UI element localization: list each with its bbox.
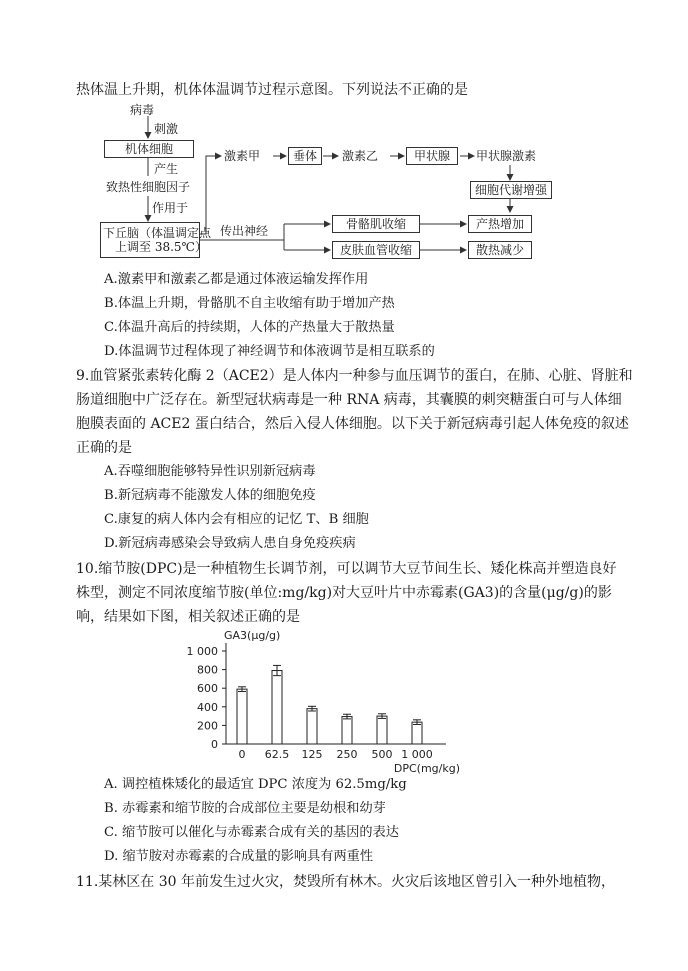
efferent-nerve-label: 传出神经 — [220, 224, 269, 238]
pyrogen-label: 致热性细胞因子 — [106, 180, 191, 194]
q9-stem-line-3: 胞膜表面的 ACE2 蛋白结合，然后入侵人体细胞。以下关于新冠病毒引起人体免疫的叙述 — [76, 416, 629, 432]
q10-option-c: C. 缩节胺可以催化与赤霉素合成有关的基因的表达 — [104, 825, 399, 840]
q10-option-b: B. 赤霉素和缩节胺的合成部位主要是幼根和幼芽 — [104, 801, 386, 816]
q9-option-a: A.吞噬细胞能够特异性识别新冠病毒 — [104, 464, 316, 479]
q11-stem: 11.某林区在 30 年前发生过火灾，焚毁所有林木。火灾后该地区曾引入一种外地植物， — [76, 874, 615, 890]
hypothalamus-line1: 下丘脑（体温调定点 — [103, 226, 212, 240]
x-tick-label: 500 — [371, 748, 393, 761]
y-tick-label: 1 000 — [186, 645, 218, 658]
y-tick-label: 200 — [197, 719, 218, 733]
body-cell-box: 机体细胞 — [104, 140, 194, 158]
bar-250 — [342, 717, 352, 744]
y-tick-label: 400 — [197, 700, 218, 714]
q10-option-d: D. 缩节胺对赤霉素的合成量的影响具有两重性 — [104, 849, 374, 864]
q8-stem: 热体温上升期，机体体温调节过程示意图。下列说法不正确的是 — [76, 82, 468, 98]
heat-production-box: 产热增加 — [468, 215, 532, 233]
x-axis-label: DPC(mg/kg) — [393, 762, 460, 775]
thyroid-hormone-label: 甲状腺激素 — [476, 149, 537, 163]
skeletal-muscle-box: 骨骼肌收缩 — [332, 215, 420, 233]
hormone-b-label: 激素乙 — [342, 149, 379, 163]
q10-stem-line-1: 10.缩节胺(DPC)是一种植物生长调节剂，可以调节大豆节间生长、矮化株高并塑造良好 — [76, 561, 617, 577]
x-tick-label: 62.5 — [264, 748, 290, 761]
bar-62.5 — [272, 671, 282, 744]
q8-option-c: C.体温升高后的持续期，人体的产热量大于散热量 — [104, 320, 395, 335]
q9-option-d: D.新冠病毒感染会导致病人患自身免疫疾病 — [104, 536, 356, 551]
pituitary-box: 垂体 — [288, 147, 322, 165]
q8-option-b: B.体温上升期，骨骼肌不自主收缩有助于增加产热 — [104, 296, 395, 311]
x-tick-label: 250 — [336, 748, 358, 761]
y-tick-label: 600 — [197, 682, 218, 696]
q9-stem-line-1: 9.血管紧张素转化酶 2（ACE2）是人体内一种参与血压调节的蛋白，在肺、心脏、肾脏和 — [76, 368, 633, 384]
q10-stem-line-2: 株型，测定不同浓度缩节胺(单位:mg/kg)对大豆叶片中赤霉素(GA3)的含量(μg/g)的影 — [76, 585, 612, 601]
hypothalamus-box — [100, 222, 212, 258]
x-tick-label: 125 — [301, 748, 323, 761]
q9-option-b: B.新冠病毒不能激发人体的细胞免疫 — [104, 488, 316, 503]
y-tick-label: 800 — [197, 663, 218, 677]
thyroid-box: 甲状腺 — [406, 147, 458, 165]
q9-stem-line-2: 肠道细胞中广泛存在。新型冠状病毒是一种 RNA 病毒，其囊膜的刺突糖蛋白可与人体细 — [76, 392, 622, 408]
q8-option-a: A.激素甲和激素乙都是通过体液运输发挥作用 — [104, 272, 369, 287]
q9-option-c: C.康复的病人体内会有相应的记忆 T、B 细胞 — [104, 512, 369, 527]
produce-label: 产生 — [154, 162, 179, 176]
q9-stem-line-4: 正确的是 — [76, 440, 132, 456]
y-axis-label: GA3(μg/g) — [224, 629, 281, 642]
thermoregulation-diagram — [0, 0, 688, 280]
q8-option-d: D.体温调节过程体现了神经调节和体液调节是相互联系的 — [104, 344, 435, 359]
hypothalamus-line2: 上调至 38.5℃） — [115, 240, 207, 254]
q10-option-a: A. 调控植株矮化的最适宜 DPC 浓度为 62.5mg/kg — [104, 777, 407, 792]
metabolism-box: 细胞代谢增强 — [470, 181, 552, 199]
y-tick-label: 0 — [211, 738, 218, 751]
q10-stem-line-3: 响，结果如下图，相关叙述正确的是 — [76, 609, 300, 625]
x-tick-label: 1 000 — [401, 748, 433, 761]
bar-1000 — [412, 722, 422, 744]
skin-vessel-box: 皮肤血管收缩 — [332, 241, 420, 259]
bar-125 — [307, 709, 317, 744]
stimulate-label: 刺激 — [154, 122, 179, 136]
hormone-a-label: 激素甲 — [224, 149, 261, 163]
ga3-bar-chart — [0, 628, 688, 778]
act-on-label: 作用于 — [152, 201, 189, 215]
heat-loss-box: 散热减少 — [468, 241, 532, 259]
bar-500 — [377, 716, 387, 744]
virus-label: 病毒 — [130, 103, 155, 117]
x-tick-label: 0 — [238, 748, 246, 761]
bar-0 — [237, 689, 247, 744]
